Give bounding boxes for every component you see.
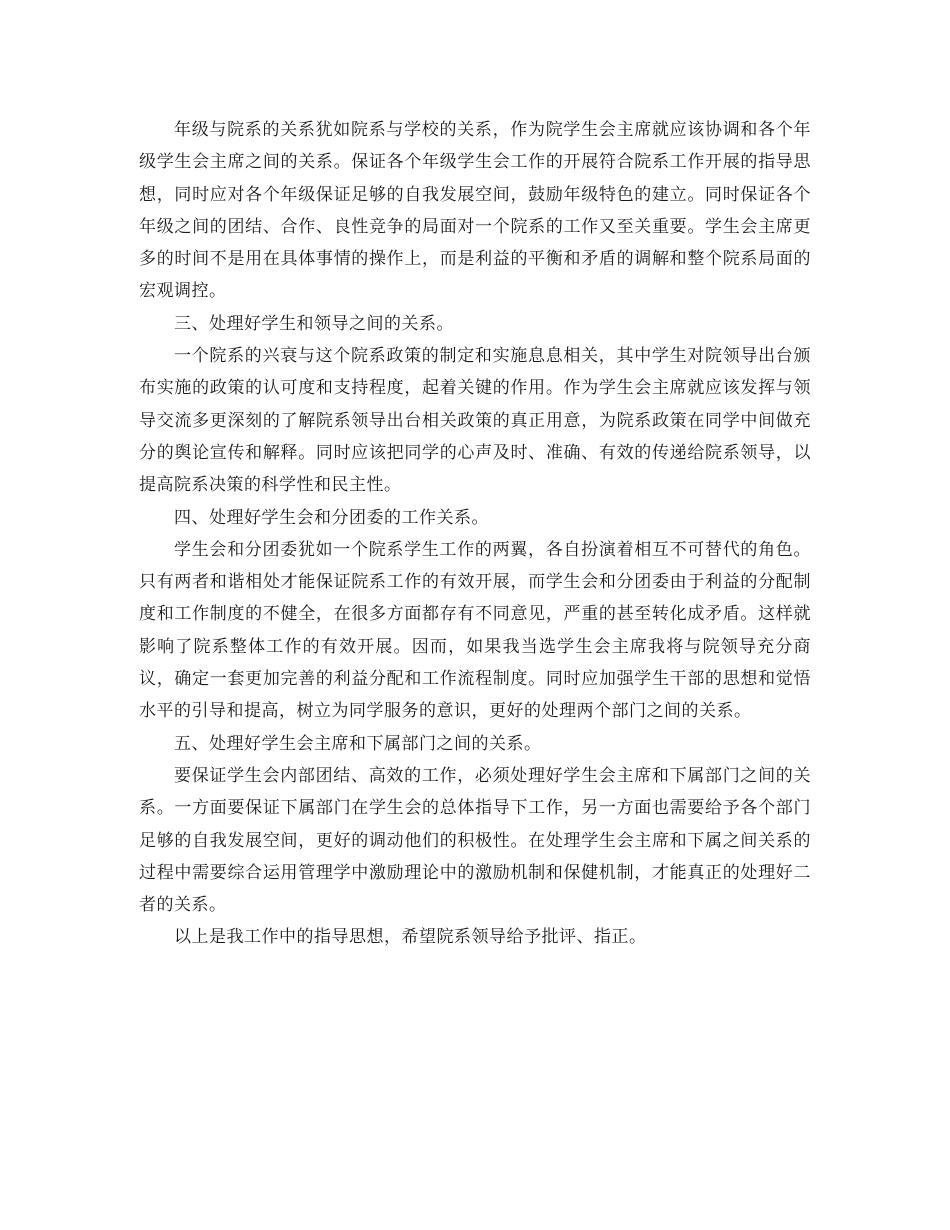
paragraph-grade-relations: 年级与院系的关系犹如院系与学校的关系，作为院学生会主席就应该协调和各个年级学生会主席之间的关系。保证各个年级学生会工作的开展符合院系工作开展的指导思想，同时应对各个年级保证足够的自我发展空间，鼓励年级特色的建立。同时保证各个年级之间的团结、合作、良性竞争的局面对一个院系的工作又至关重要。学生会主席更多的时间不是用在具体事情的操作上，而是利益的平衡和矛盾的调解和整个院系局面的宏观调控。 xyxy=(139,120,811,302)
paragraph-conclusion: 以上是我工作中的指导思想，希望院系领导给予批评、指正。 xyxy=(174,927,647,948)
paragraph-union-league: 学生会和分团委犹如一个院系学生工作的两翼，各自扮演着相互不可替代的角色。只有两者和谐相处才能保证院系工作的有效开展，而学生会和分团委由于利益的分配制度和工作制度的不健全，在很多方面都存有不同意见，严重的甚至转化成矛盾。这样就影响了院系整体工作的有效开展。因而，如果我当选学生会主席我将与院领导充分商议，确定一套更加完善的利益分配和工作流程制度。同时应加强学生干部的思想和觉悟水平的引导和提高，树立为同学服务的意识，更好的处理两个部门之间的关系。 xyxy=(139,539,811,722)
section-heading-four: 四、处理好学生会和分团委的工作关系。 xyxy=(174,507,489,528)
paragraph-students-leaders: 一个院系的兴衰与这个院系政策的制定和实施息息相关，其中学生对院领导出台颁布实施的政策的认可度和支持程度，起着关键的作用。作为学生会主席就应该发挥与领导交流多更深刻的了解院系领导出台相关政策的真正用意，为院系政策在同学中间做充分的舆论宣传和解释。同时应该把同学的心声及时、准确、有效的传递给院系领导，以提高院系决策的科学性和民主性。 xyxy=(139,346,811,496)
document-body xyxy=(139,114,811,954)
section-heading-five: 五、处理好学生会主席和下属部门之间的关系。 xyxy=(174,733,542,754)
section-heading-three: 三、处理好学生和领导之间的关系。 xyxy=(174,313,454,334)
paragraph-chair-departments: 要保证学生会内部团结、高效的工作，必须处理好学生会主席和下属部门之间的关系。一方面要保证下属部门在学生会的总体指导下工作，另一方面也需要给予各个部门足够的自我发展空间，更好的调动他们的积极性。在处理学生会主席和下属之间关系的过程中需要综合运用管理学中激励理论中的激励机制和保健机制，才能真正的处理好二者的关系。 xyxy=(139,765,811,916)
